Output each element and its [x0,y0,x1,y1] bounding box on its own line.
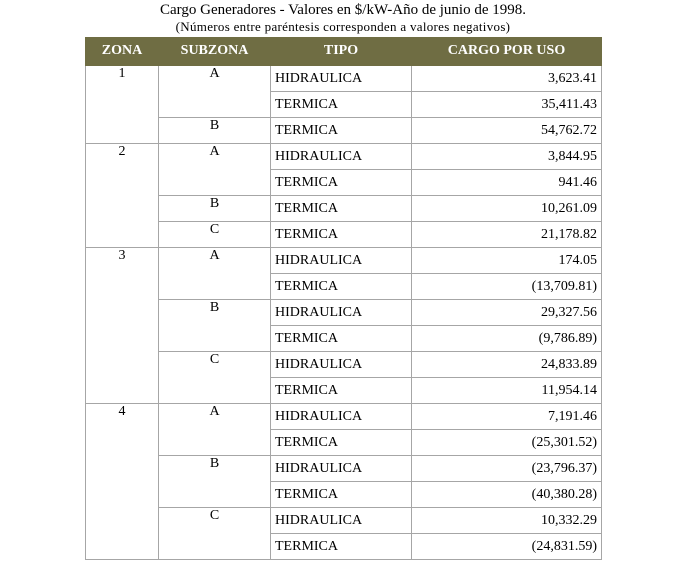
cell-subzona: A [159,144,271,196]
cell-subzona: C [159,222,271,248]
cell-subzona: B [159,300,271,352]
cell-tipo: HIDRAULICA [271,300,412,326]
table-row [86,222,602,248]
table-row [86,300,602,326]
cell-tipo: TERMICA [271,326,412,352]
cell-subzona: A [159,248,271,300]
cell-subzona: B [159,196,271,222]
table-row [86,456,602,482]
cell-cargo: 54,762.72 [412,118,602,144]
header-tipo: TIPO [271,38,412,66]
cargo-table [85,37,602,560]
cell-cargo: (40,380.28) [412,482,602,508]
cell-subzona: B [159,118,271,144]
cell-cargo: (25,301.52) [412,430,602,456]
cell-tipo: TERMICA [271,378,412,404]
cell-tipo: TERMICA [271,196,412,222]
table-row [86,404,602,430]
cell-tipo: TERMICA [271,118,412,144]
page-subtitle: (Números entre paréntesis corresponden a valores negativos) [175,19,511,34]
cell-subzona: C [159,352,271,404]
cell-cargo: (13,709.81) [412,274,602,300]
cell-tipo: HIDRAULICA [271,404,412,430]
cell-zona: 1 [86,65,159,144]
cell-subzona: C [159,508,271,560]
cell-subzona: A [159,404,271,456]
cell-tipo: TERMICA [271,170,412,196]
cell-tipo: TERMICA [271,222,412,248]
cell-zona: 4 [86,404,159,560]
cell-cargo: 21,178.82 [412,222,602,248]
page-title: Cargo Generadores - Valores en $/kW-Año de junio de 1998. [159,2,527,18]
header-cargo: CARGO POR USO [412,38,602,66]
cell-tipo: HIDRAULICA [271,352,412,378]
cell-tipo: HIDRAULICA [271,65,412,92]
table-row [86,196,602,222]
cell-cargo: (23,796.37) [412,456,602,482]
header-zona: ZONA [86,38,159,66]
cell-cargo: 35,411.43 [412,92,602,118]
cell-cargo: 29,327.56 [412,300,602,326]
table-header-row [86,38,602,66]
table-row [86,352,602,378]
table-row [86,248,602,274]
cell-cargo: 3,844.95 [412,144,602,170]
cell-zona: 2 [86,144,159,248]
table-row [86,144,602,170]
cell-cargo: 3,623.41 [412,65,602,92]
cell-cargo: 7,191.46 [412,404,602,430]
cell-cargo: 174.05 [412,248,602,274]
cell-tipo: TERMICA [271,482,412,508]
cell-subzona: B [159,456,271,508]
cell-tipo: HIDRAULICA [271,508,412,534]
cell-tipo: TERMICA [271,274,412,300]
table-row [86,118,602,144]
cell-cargo: 10,332.29 [412,508,602,534]
cell-cargo: (9,786.89) [412,326,602,352]
cell-zona: 3 [86,248,159,404]
cell-tipo: TERMICA [271,92,412,118]
table-row [86,508,602,534]
cell-cargo: 941.46 [412,170,602,196]
cell-cargo: 11,954.14 [412,378,602,404]
header-subzona: SUBZONA [159,38,271,66]
cell-tipo: HIDRAULICA [271,248,412,274]
cell-cargo: 10,261.09 [412,196,602,222]
cell-tipo: HIDRAULICA [271,144,412,170]
table-body [86,65,602,560]
table-row [86,65,602,92]
cell-tipo: TERMICA [271,534,412,560]
cell-tipo: TERMICA [271,430,412,456]
cell-cargo: (24,831.59) [412,534,602,560]
cell-tipo: HIDRAULICA [271,456,412,482]
cell-subzona: A [159,65,271,118]
cell-cargo: 24,833.89 [412,352,602,378]
